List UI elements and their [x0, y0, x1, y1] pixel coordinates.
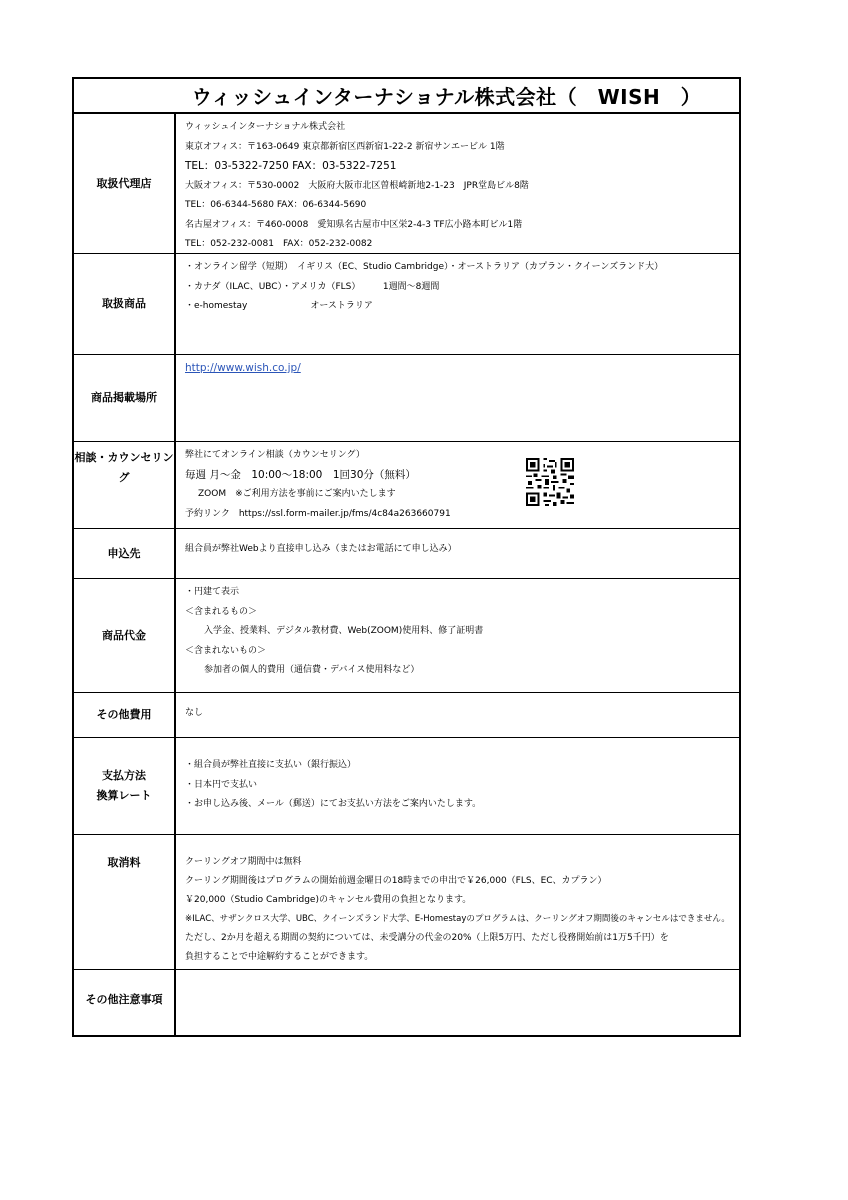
cancel-line: クーリング期間後はプログラムの開始前週金曜日の18時までの申出で￥26,000（FLS、EC、カプラン） — [185, 876, 607, 886]
consult-line: 毎週 月～金 10:00～18:00 1回30分（無料） — [185, 468, 416, 481]
payment-line: ・組合員が弊社直接に支払い（銀行振込） — [185, 760, 357, 770]
label-agency: 取扱代理店 — [74, 114, 176, 253]
price-line: 参加者の個人的費用（通信費・デバイス使用料など） — [204, 665, 420, 675]
row-apply — [74, 529, 739, 579]
consult-line: 予約リンク https://ssl.form-mailer.jp/fms/4c84a263660791 — [185, 508, 451, 519]
label-consult: 相談・カウンセリング — [74, 442, 176, 528]
label-payment-method: 支払方法 — [102, 769, 146, 782]
payment-line: ・お申し込み後、メール（郵送）にてお支払い方法をご案内いたします。 — [185, 799, 482, 809]
website-link[interactable]: http://www.wish.co.jp/ — [185, 362, 301, 374]
content-cancel — [176, 835, 739, 969]
label-products: 取扱商品 — [74, 254, 176, 354]
content-price — [176, 579, 739, 692]
price-line: ＜含まれないもの＞ — [185, 645, 267, 656]
cancel-line: 負担することで中途解約することができます。 — [185, 952, 374, 962]
agency-tokyo-tel: TEL：03-5322-7250 FAX：03-5322-7251 — [185, 160, 397, 172]
price-line: ＜含まれるもの＞ — [185, 606, 258, 617]
label-exchange-rate: 換算レート — [96, 789, 152, 802]
cancel-line: クーリングオフ期間中は無料 — [185, 857, 302, 867]
label-payment — [74, 738, 176, 834]
agency-nagoya-tel: TEL：052-232-0081 FAX：052-232-0082 — [185, 239, 373, 249]
page-title: ウィッシュインターナショナル株式会社（ WISH ） — [74, 79, 739, 114]
agency-osaka-address: 大阪オフィス：〒530-0002 大阪府大阪市北区曽根崎新地2-1-23 JPR堂島ビル8階 — [185, 180, 529, 191]
apply-line: 組合員が弊社Webより直接申し込み（またはお電話にて申し込み） — [185, 544, 457, 554]
content-other-fees — [176, 693, 739, 737]
label-notes: その他注意事項 — [74, 970, 176, 1035]
label-price: 商品代金 — [74, 579, 176, 692]
row-consult — [74, 442, 739, 529]
row-price — [74, 579, 739, 693]
row-cancel — [74, 835, 739, 970]
product-line: ・カナダ（ILAC、UBC）・アメリカ（FLS） 1週間〜8週間 — [185, 281, 440, 292]
cancel-line: ※ILAC、サザンクロス大学、UBC、クイーンズランド大学、E-Homestayのプログラムは、クーリングオフ期間後のキャンセルはできません。 — [185, 914, 730, 924]
cancel-line: ただし、2か月を超える期間の契約については、未受講分の代金の20%（上限5万円、ただし役務開始前は1万5千円）を — [185, 933, 669, 943]
label-cancel: 取消料 — [74, 835, 176, 969]
other-fees-line: なし — [185, 708, 204, 718]
consult-line: ZOOM ※ご利用方法を事前にご案内いたします — [198, 489, 396, 499]
agency-nagoya-address: 名古屋オフィス：〒460-0008 愛知県名古屋市中区栄2-4-3 TF広小路本町ビル1階 — [185, 219, 523, 230]
label-apply: 申込先 — [74, 529, 176, 578]
content-payment — [176, 738, 739, 834]
content-consult — [176, 442, 739, 528]
agency-company: ウィッシュインターナショナル株式会社 — [185, 122, 346, 132]
label-other-fees: その他費用 — [74, 693, 176, 737]
row-payment — [74, 738, 739, 835]
payment-line: ・日本円で支払い — [185, 779, 258, 790]
content-products — [176, 254, 739, 354]
price-line: ・円建て表示 — [185, 587, 240, 597]
content-notes — [176, 970, 739, 1035]
content-listing — [176, 355, 739, 441]
price-line: 入学金、授業料、デジタル教材費、Web(ZOOM)使用料、修了証明書 — [204, 626, 484, 636]
label-listing: 商品掲載場所 — [74, 355, 176, 441]
row-notes — [74, 970, 739, 1035]
product-line: ・オンライン留学（短期） イギリス（EC、Studio Cambridge）・オーストラリア（カプラン・クイーンズランド大） — [185, 262, 664, 272]
product-line: ・e-homestay オーストラリア — [185, 301, 373, 311]
content-agency — [176, 114, 739, 253]
consult-line: 弊社にてオンライン相談（カウンセリング） — [185, 450, 365, 460]
content-apply — [176, 529, 739, 578]
row-products — [74, 254, 739, 355]
agency-tokyo-address: 東京オフィス：〒163-0649 東京都新宿区西新宿1-22-2 新宿サンエービル 1階 — [185, 141, 505, 152]
row-agency — [74, 114, 739, 254]
info-sheet — [72, 77, 741, 1037]
cancel-line: ￥20,000（Studio Cambridge)のキャンセル費用の負担となります。 — [185, 895, 472, 905]
agency-osaka-tel: TEL：06-6344-5680 FAX：06-6344-5690 — [185, 200, 367, 210]
qr-code-icon[interactable] — [526, 458, 574, 506]
row-other-fees — [74, 693, 739, 738]
row-listing — [74, 355, 739, 442]
